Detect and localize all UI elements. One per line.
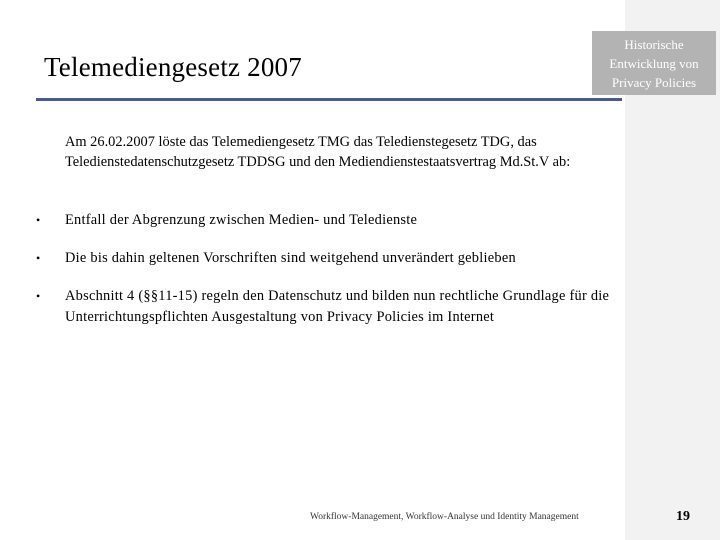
bullet-icon: • bbox=[36, 213, 41, 227]
list-item-text: Entfall der Abgrenzung zwischen Medien- und Teledienste bbox=[65, 212, 418, 228]
list-item bbox=[36, 248, 626, 269]
footer-text: Workflow-Management, Workflow-Analyse und Identity Management bbox=[310, 512, 579, 522]
slide-title: Telemediengesetz 2007 bbox=[44, 52, 302, 82]
intro-paragraph: Am 26.02.2007 löste das Telemediengesetz TMG das Teledienstegesetz TDG, das Teledienstedatenschutzgesetz TDDSG und den Mediendienstestaatsvertrag Md.St.V ab: bbox=[65, 134, 571, 170]
section-label-box bbox=[592, 31, 716, 95]
bullet-list bbox=[36, 210, 626, 328]
bullet-icon: • bbox=[36, 251, 41, 265]
list-item bbox=[36, 210, 626, 231]
list-item-text: Die bis dahin geltenen Vorschriften sind weitgehend unverändert geblieben bbox=[65, 250, 516, 266]
section-label: Historische Entwicklung von Privacy Policies bbox=[609, 36, 699, 90]
bullet-icon: • bbox=[36, 289, 41, 303]
list-item-text: Abschnitt 4 (§§11-15) regeln den Datenschutz und bilden nun rechtliche Grundlage für die Unterrichtungspflichten Ausgestaltung von Privacy Policies im Internet bbox=[65, 288, 610, 325]
page-number: 19 bbox=[676, 509, 690, 524]
title-underline bbox=[36, 98, 622, 101]
list-item bbox=[36, 286, 626, 328]
